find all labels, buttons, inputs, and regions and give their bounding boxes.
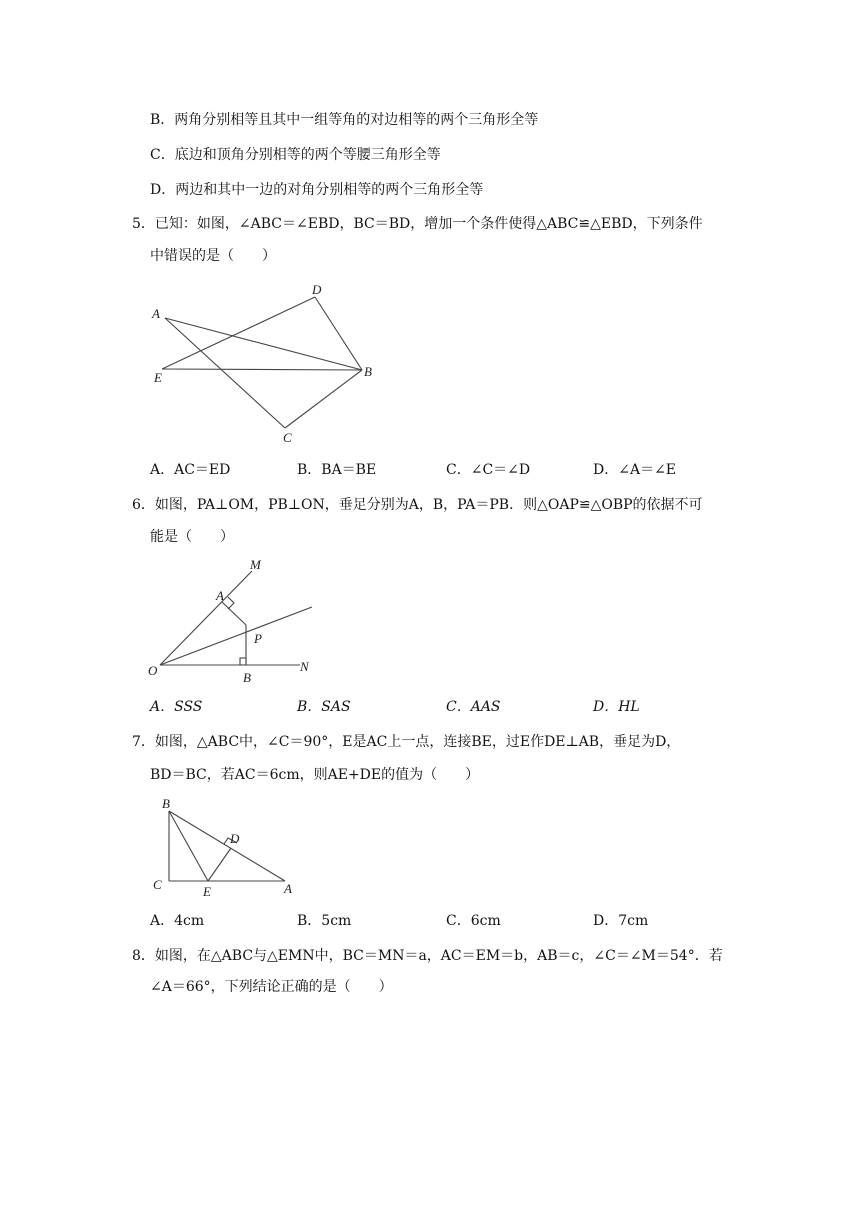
q5-label-d: D: [312, 282, 322, 297]
q6-label-m: M: [250, 557, 261, 572]
q4-option-b: B．两角分别相等且其中一组等角的对边相等的两个三角形全等: [150, 112, 539, 128]
q7-label-e: E: [203, 884, 211, 899]
q7-label-c: C: [153, 877, 162, 892]
q6-stem-line1: 6．如图，PA⊥OM，PB⊥ON，垂足分别为A，B，PA＝PB．则△OAP≌△OBP的依据不可: [132, 497, 703, 513]
q6-right-angle-a: [228, 597, 234, 609]
q7-option-a: A．4cm: [150, 913, 205, 929]
q8-stem-line1: 8．如图，在△ABC与△EMN中，BC＝MN＝a，AC＝EM＝b，AB＝c，∠C＝∠M＝54°．若: [132, 948, 723, 964]
q5-seg-AB: [165, 318, 362, 370]
q6-figure: [140, 555, 330, 690]
q7-stem-line1: 7．如图，△ABC中，∠C＝90°，E是AC上一点，连接BE，过E作DE⊥AB，垂足为D，: [132, 734, 681, 750]
q5-label-a: A: [152, 306, 160, 321]
q5-label-c: C: [283, 430, 292, 445]
q6-option-a: A．SSS: [150, 699, 203, 715]
q5-option-c: C．∠C＝∠D: [446, 462, 531, 478]
q4-option-c: C．底边和顶角分别相等的两个等腰三角形全等: [150, 147, 441, 163]
q7-label-d: D: [230, 831, 240, 846]
q7-stem-line2: BD＝BC，若AC＝6cm，则AE+DE的值为（ ）: [150, 767, 480, 783]
q5-option-b: B．BA＝BE: [297, 462, 377, 478]
q6-option-b: B．SAS: [297, 699, 351, 715]
q5-stem-line2: 中错误的是（ ）: [150, 248, 276, 264]
q7-seg-ED: [208, 848, 231, 881]
q6-seg-AP: [222, 602, 246, 625]
q5-stem-line1: 5．已知：如图，∠ABC＝∠EBD，BC＝BD，增加一个条件使得△ABC≌△EBD，下列条件: [132, 216, 703, 232]
q7-option-d: D．7cm: [593, 913, 649, 929]
q6-label-p: P: [254, 631, 262, 646]
q5-option-d: D．∠A＝∠E: [593, 462, 677, 478]
q5-label-e: E: [154, 370, 162, 385]
q7-label-a: A: [284, 881, 292, 896]
q7-seg-BA: [169, 811, 285, 881]
q5-seg-ED: [162, 297, 315, 369]
q5-figure: [140, 278, 390, 448]
q4-option-d: D．两边和其中一边的对角分别相等的两个三角形全等: [150, 182, 484, 198]
q5-seg-AC: [165, 318, 285, 428]
q6-label-n: N: [300, 659, 309, 674]
q6-option-d: D．HL: [593, 699, 640, 715]
q7-option-b: B．5cm: [297, 913, 352, 929]
q6-stem-line2: 能是（ ）: [150, 529, 234, 545]
q7-seg-BE: [169, 811, 208, 881]
q6-label-b: B: [243, 670, 251, 685]
q8-stem-line2: ∠A＝66°，下列结论正确的是（ ）: [150, 979, 393, 995]
q7-option-c: C．6cm: [446, 913, 501, 929]
q5-option-a: A．AC＝ED: [150, 462, 231, 478]
q5-seg-EB: [162, 369, 362, 370]
q6-label-a: A: [216, 588, 224, 603]
q6-label-o: O: [148, 663, 158, 678]
q6-right-angle-b: [240, 658, 246, 665]
q6-option-c: C．AAS: [446, 699, 501, 715]
q5-seg-CB: [285, 370, 362, 428]
q5-label-b: B: [364, 364, 372, 379]
q7-label-b: B: [162, 796, 170, 811]
q7-figure: [145, 793, 305, 903]
